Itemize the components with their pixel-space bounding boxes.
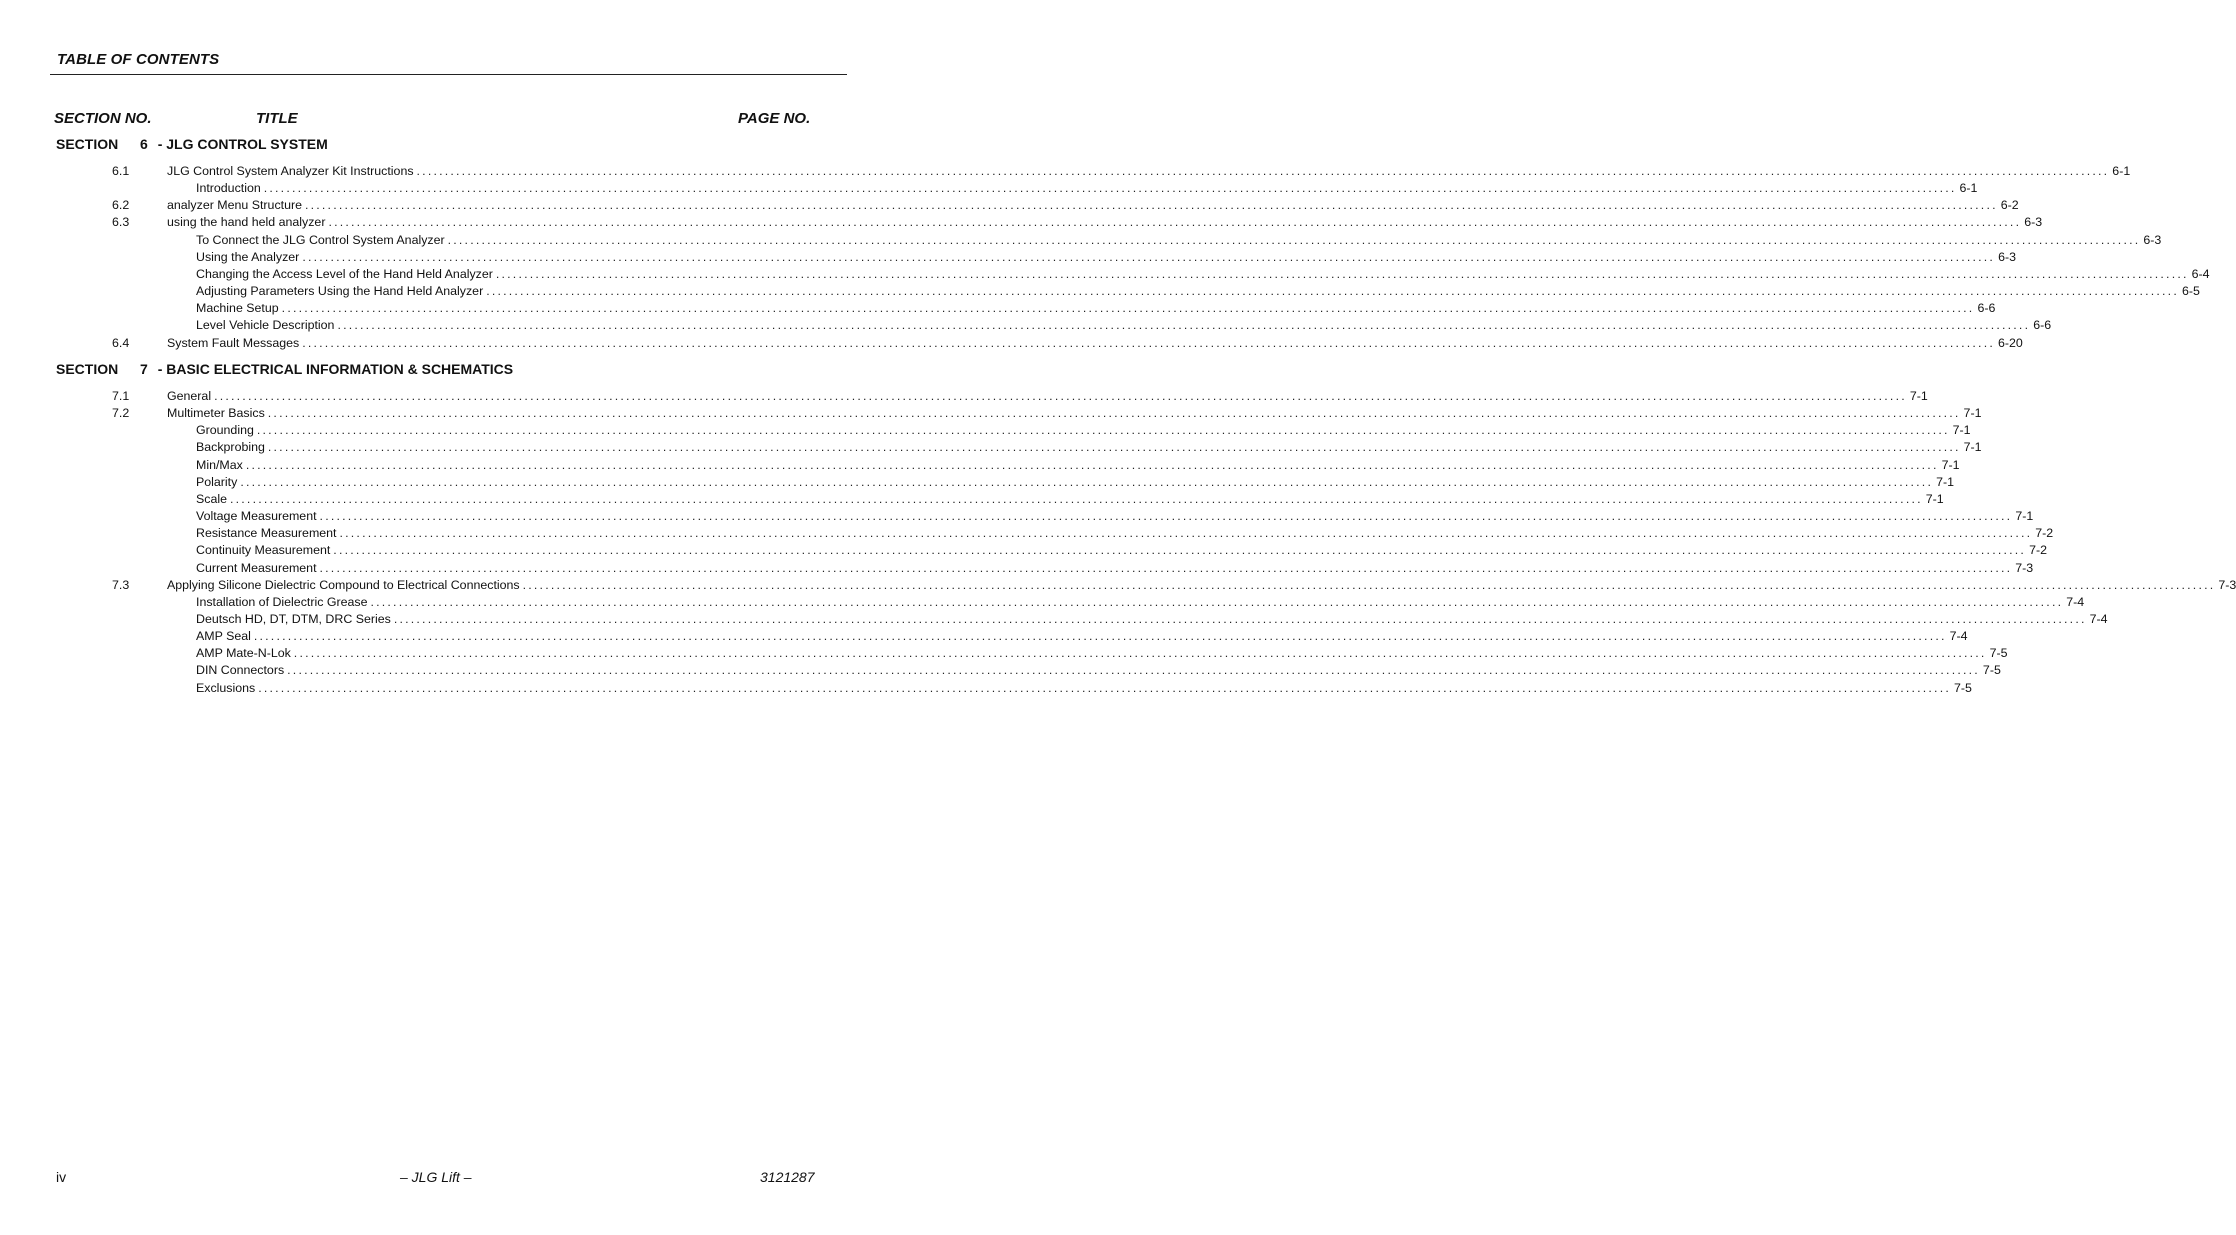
toc-entry-title: AMP Seal (196, 629, 251, 644)
toc-entry-page: 7-4 (2089, 611, 2108, 626)
dot-leader: ............................................................................................................................................................................................................................................................................................................ (339, 526, 2033, 541)
toc-entry-line (196, 560, 2034, 577)
toc-entry-page: 7-1 (1936, 474, 1955, 489)
section-title: - BASIC ELECTRICAL INFORMATION & SCHEMATICS (157, 361, 514, 377)
toc-entry-title: General (167, 389, 212, 403)
toc-entry-page: 7-1 (2015, 509, 2034, 524)
toc-entry-line (167, 577, 2236, 594)
dot-leader: ............................................................................................................................................................................................................................................................................................................ (328, 215, 2022, 230)
toc-entry-line (196, 266, 2210, 283)
toc-entry-title: System Fault Messages (167, 335, 300, 350)
toc-entry-page: 7-2 (2035, 526, 2054, 541)
toc-entry-line (196, 283, 2200, 300)
toc-entry-page: 6-6 (1977, 301, 1996, 316)
toc-entry-title: Resistance Measurement (196, 526, 337, 541)
toc-entry-title: Grounding (196, 423, 254, 438)
toc-entry-line (196, 249, 2016, 266)
toc-entry-title: AMP Mate-N-Lok (196, 646, 291, 661)
toc-entry-page: 6-2 (2000, 198, 2019, 213)
toc-entry-title: Backprobing (196, 440, 265, 455)
toc-entry-title: DIN Connectors (196, 663, 285, 678)
toc-entry-line (196, 491, 1944, 508)
toc-entry-title: Scale (196, 491, 227, 506)
toc-entry-page: 7-1 (1909, 389, 1928, 403)
toc-entry-page: 7-1 (1963, 406, 1982, 421)
toc-entry-page: 6-3 (1998, 249, 2016, 264)
toc-entry-page: 7-2 (2029, 543, 2047, 558)
toc-entry-line (196, 680, 1972, 697)
toc-entry-page: 6-1 (2112, 164, 2131, 178)
toc-entry-line (196, 180, 1978, 197)
toc-entry-title: Min/Max (196, 457, 243, 472)
toc-entry-page: 7-1 (1941, 457, 1960, 472)
section-title: - JLG CONTROL SYSTEM (157, 136, 328, 152)
dot-leader: ............................................................................................................................................................................................................................................................................................................ (256, 423, 1950, 438)
toc-entry-line (167, 335, 2023, 352)
dot-leader: ............................................................................................................................................................................................................................................................................................................ (258, 680, 1951, 695)
toc-entry-line (167, 388, 1928, 405)
dot-leader: ............................................................................................................................................................................................................................................................................................................ (486, 284, 2179, 299)
toc-entry-line (196, 542, 2047, 559)
toc-entry-page: 7-3 (2218, 577, 2236, 592)
dot-leader: ............................................................................................................................................................................................................................................................................................................ (281, 301, 1975, 316)
toc-entry-line (167, 197, 2019, 214)
toc-entry-page: 7-4 (2066, 594, 2085, 609)
toc-entry-title: To Connect the JLG Control System Analyzer (196, 232, 445, 247)
toc-entry-line (196, 611, 2108, 628)
section-number: 7 (140, 361, 148, 377)
toc-entry-number: 6.2 (112, 198, 130, 213)
toc-entry-page: 7-1 (1963, 440, 1982, 455)
toc-entry-line (196, 594, 2085, 611)
toc-entry-line (196, 317, 2052, 334)
dot-leader: ............................................................................................................................................................................................................................................................................................................ (263, 181, 1957, 196)
dot-leader: ............................................................................................................................................................................................................................................................................................................ (240, 474, 1934, 489)
toc-entry-page: 6-3 (2143, 232, 2162, 247)
toc-entry-title: Level Vehicle Description (196, 318, 335, 333)
toc-entry-page: 7-5 (1954, 680, 1972, 695)
toc-entry-line (196, 645, 2008, 662)
toc-entry-page: 6-6 (2033, 318, 2052, 333)
dot-leader: ............................................................................................................................................................................................................................................................................................................ (230, 491, 1923, 506)
toc-entry-title: Deutsch HD, DT, DTM, DRC Series (196, 611, 391, 626)
dot-leader: ............................................................................................................................................................................................................................................................................................................ (293, 646, 1987, 661)
toc-entry-page: 7-4 (1949, 629, 1968, 644)
column-header-section-no: SECTION NO. (54, 110, 152, 127)
toc-entry-number: 6.4 (112, 335, 130, 350)
section-heading (56, 136, 328, 152)
toc-entry-page: 7-3 (2015, 560, 2034, 575)
toc-entry-title: Multimeter Basics (167, 406, 265, 421)
dot-leader: ............................................................................................................................................................................................................................................................................................................ (319, 509, 2013, 524)
toc-entry-line (196, 232, 2162, 249)
toc-entry-title: Polarity (196, 474, 238, 489)
toc-entry-page: 6-20 (1997, 335, 2023, 350)
toc-entry-page: 6-5 (2181, 284, 2200, 299)
toc-entry-title: Adjusting Parameters Using the Hand Held Analyzer (196, 284, 484, 299)
dot-leader: ............................................................................................................................................................................................................................................................................................................ (267, 440, 1961, 455)
toc-entry-title: Machine Setup (196, 301, 279, 316)
section-heading (56, 361, 513, 377)
toc-entry-line (196, 300, 1996, 317)
toc-entry-page: 6-3 (2024, 215, 2043, 230)
toc-entry-line (196, 525, 2054, 542)
toc-entry-title: Continuity Measurement (196, 543, 331, 558)
dot-leader: ............................................................................................................................................................................................................................................................................................................ (304, 198, 1998, 213)
toc-entry-title: JLG Control System Analyzer Kit Instructions (167, 164, 414, 178)
toc-entry-page: 7-5 (1982, 663, 2001, 678)
dot-leader: ............................................................................................................................................................................................................................................................................................................ (522, 577, 2216, 592)
toc-entry-line (167, 405, 1982, 422)
footer-center-text: – JLG Lift – (400, 1169, 472, 1185)
dot-leader: ............................................................................................................................................................................................................................................................................................................ (253, 629, 1947, 644)
toc-entry-title: Voltage Measurement (196, 509, 317, 524)
toc-entry-line (196, 422, 1971, 439)
toc-entry-number: 6.1 (112, 164, 130, 178)
toc-entry-number: 6.3 (112, 215, 130, 230)
column-header-page-no: PAGE NO. (738, 110, 811, 127)
toc-entry-number: 7.1 (112, 389, 130, 403)
section-label: SECTION (56, 136, 119, 152)
header-rule (50, 74, 847, 75)
toc-entry-page: 6-1 (1959, 181, 1978, 196)
dot-leader: ............................................................................................................................................................................................................................................................................................................ (337, 318, 2031, 333)
toc-entry-title: Current Measurement (196, 560, 317, 575)
toc-entry-number: 7.3 (112, 577, 130, 592)
toc-entry-line (196, 508, 2034, 525)
toc-entry-title: using the hand held analyzer (167, 215, 326, 230)
toc-entry-title: Using the Analyzer (196, 249, 300, 264)
toc-entry-title: Applying Silicone Dielectric Compound to Electrical Connections (167, 577, 520, 592)
section-number: 6 (140, 136, 148, 152)
dot-leader: ............................................................................................................................................................................................................................................................................................................ (370, 594, 2064, 609)
column-header-title: TITLE (256, 110, 298, 127)
dot-leader: ............................................................................................................................................................................................................................................................................................................ (302, 249, 1996, 264)
footer-page-number: iv (56, 1169, 67, 1185)
dot-leader: ............................................................................................................................................................................................................................................................................................................ (447, 232, 2141, 247)
toc-entry-line (196, 474, 1955, 491)
toc-entry-title: Exclusions (196, 680, 256, 695)
dot-leader: ............................................................................................................................................................................................................................................................................................................ (319, 560, 2013, 575)
toc-entry-title: Introduction (196, 181, 261, 196)
dot-leader: ............................................................................................................................................................................................................................................................................................................ (245, 457, 1939, 472)
dot-leader: ............................................................................................................................................................................................................................................................................................................ (287, 663, 1980, 678)
dot-leader: ............................................................................................................................................................................................................................................................................................................ (214, 389, 1907, 403)
toc-entry-page: 7-1 (1952, 423, 1971, 438)
section-label: SECTION (56, 361, 119, 377)
toc-entry-line (167, 214, 2043, 231)
dot-leader: ............................................................................................................................................................................................................................................................................................................ (416, 164, 2110, 178)
toc-entry-number: 7.2 (112, 406, 130, 421)
toc-entry-line (196, 628, 1968, 645)
page-header-title: TABLE OF CONTENTS (57, 51, 220, 68)
dot-leader: ............................................................................................................................................................................................................................................................................................................ (333, 543, 2027, 558)
toc-entry-page: 7-5 (1989, 646, 2008, 661)
toc-entry-title: Changing the Access Level of the Hand Held Analyzer (196, 266, 493, 281)
toc-entry-page: 6-4 (2191, 266, 2210, 281)
toc-entry-title: Installation of Dielectric Grease (196, 594, 368, 609)
toc-entry-line (196, 662, 2001, 679)
dot-leader: ............................................................................................................................................................................................................................................................................................................ (302, 335, 1995, 350)
dot-leader: ............................................................................................................................................................................................................................................................................................................ (267, 406, 1961, 421)
toc-entry-line (167, 163, 2131, 180)
toc-entry-title: analyzer Menu Structure (167, 198, 302, 213)
dot-leader: ............................................................................................................................................................................................................................................................................................................ (495, 266, 2189, 281)
dot-leader: ............................................................................................................................................................................................................................................................................................................ (393, 611, 2087, 626)
toc-entry-line (196, 457, 1960, 474)
footer-doc-number: 3121287 (760, 1169, 815, 1185)
toc-entry-page: 7-1 (1925, 491, 1944, 506)
toc-entry-line (196, 439, 1982, 456)
